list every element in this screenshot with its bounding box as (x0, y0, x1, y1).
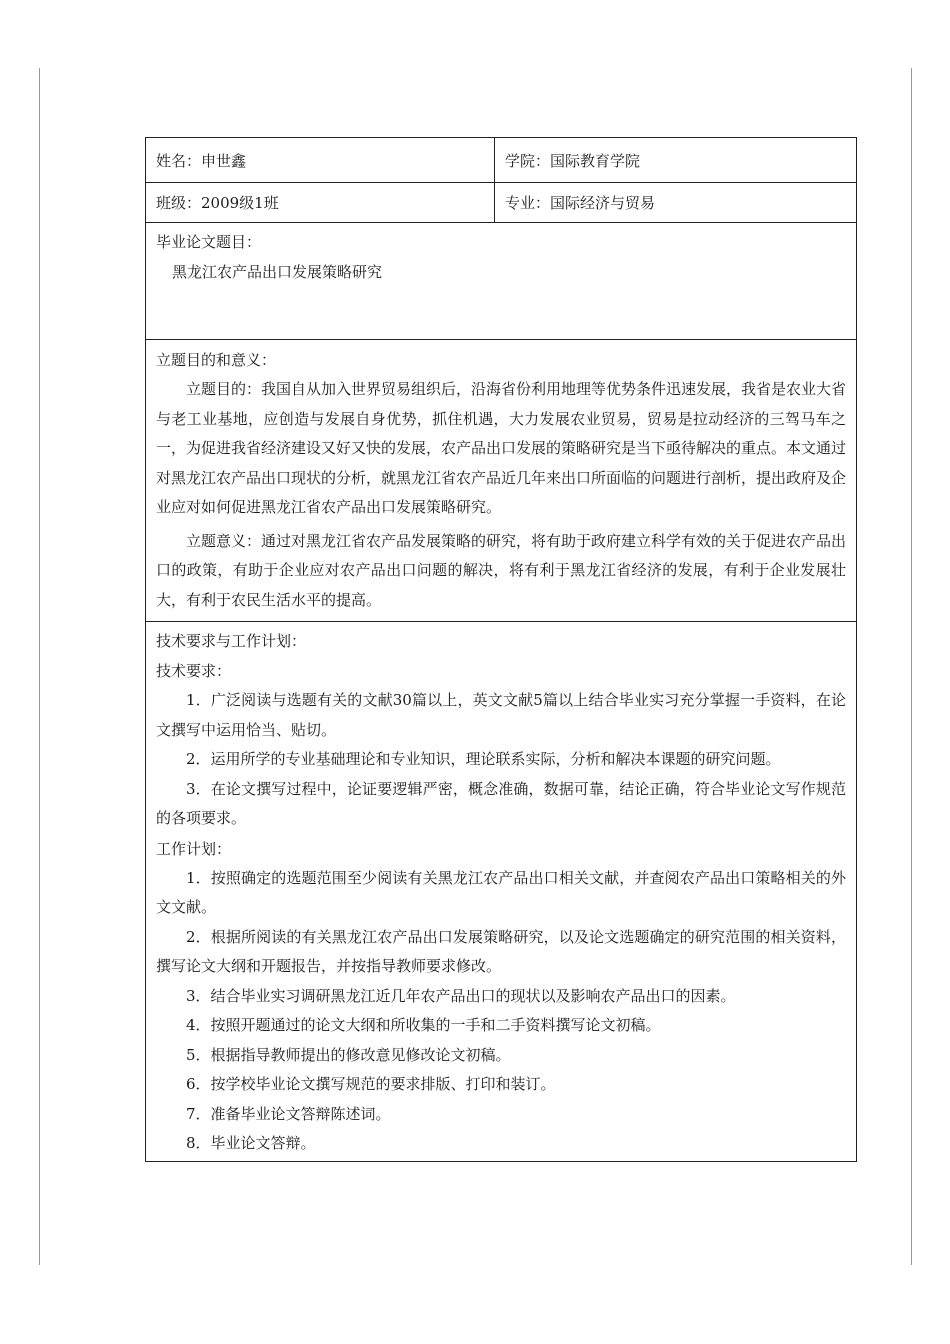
page-margin-line-left (39, 68, 40, 1265)
tech-requirement-item: 3．在论文撰写过程中，论证要逻辑严密，概念准确，数据可靠，结论正确，符合毕业论文写作规范的各项要求。 (156, 779, 846, 827)
thesis-title-cell (146, 223, 857, 340)
work-plan-item: 1．按照确定的选题范围至少阅读有关黑龙江农产品出口相关文献，并查阅农产品出口策略相关的外文文献。 (156, 868, 846, 916)
plan-label: 技术要求与工作计划： (156, 632, 307, 650)
class-cell (146, 183, 495, 223)
form-row-thesis-title (146, 223, 857, 340)
purpose-cell (146, 340, 857, 622)
thesis-title: 黑龙江农产品出口发展策略研究 (172, 263, 383, 281)
major-cell (495, 183, 857, 223)
major-name: 专业：国际经济与贸易 (505, 194, 656, 212)
form-row-plan (146, 622, 857, 1162)
tech-requirement-item: 1．广泛阅读与选题有关的文献30篇以上，英文文献5篇以上结合毕业实习充分掌握一手资料，在论文撰写中运用恰当、贴切。 (156, 691, 846, 739)
work-plan-label: 工作计划： (156, 839, 232, 858)
work-plan-item: 8．毕业论文答辩。 (186, 1134, 316, 1152)
purpose-label: 立题目的和意义： (156, 351, 277, 369)
tech-requirement-item: 2．运用所学的专业基础理论和专业知识，理论联系实际，分析和解决本课题的研究问题。 (186, 750, 781, 768)
purpose-goal-paragraph: 立题目的：我国自从加入世界贸易组织后，沿海省份利用地理等优势条件迅速发展，我省是农业大省与老工业基地，应创造与发展自身优势，抓住机遇，大力发展农业贸易，贸易是拉动经济的三驾马车之一，为促进我省经济建设又好又快的发展，农产品出口发展的策略研究是当下亟待解决的重点。本文通过对黑龙江农产品出口现状的分析，就黑龙江省农产品近几年来出口所面临的问题进行剖析，提出政府及企业应对如何促进黑龙江省农产品出口发展策略研究。 (156, 380, 847, 516)
plan-cell (146, 622, 857, 1162)
work-plan-item: 6．按学校毕业论文撰写规范的要求排版、打印和装订。 (186, 1075, 556, 1093)
form-row-class-major (146, 183, 857, 223)
thesis-proposal-form (145, 137, 857, 1162)
work-plan-item: 2．根据所阅读的有关黑龙江农产品出口发展策略研究，以及论文选题确定的研究范围的相关资料，撰写论文大纲和开题报告，并按指导教师要求修改。 (156, 927, 846, 975)
college-cell (495, 138, 857, 183)
work-plan-item: 5．根据指导教师提出的修改意见修改论文初稿。 (186, 1045, 511, 1064)
thesis-title-label: 毕业论文题目： (156, 233, 262, 251)
student-name: 姓名：申世鑫 (156, 151, 247, 170)
tech-requirements-label: 技术要求： (156, 662, 232, 680)
student-name-cell (146, 138, 495, 183)
work-plan-item: 4．按照开题通过的论文大纲和所收集的一手和二手资料撰写论文初稿。 (186, 1016, 661, 1034)
form-row-name-college (146, 138, 857, 183)
page-margin-line-right (911, 68, 912, 1265)
work-plan-item: 3．结合毕业实习调研黑龙江近几年农产品出口的现状以及影响农产品出口的因素。 (186, 986, 736, 1005)
college-name: 学院：国际教育学院 (505, 151, 641, 170)
purpose-meaning-paragraph: 立题意义：通过对黑龙江省农产品发展策略的研究，将有助于政府建立科学有效的关于促进农产品出口的政策，有助于企业应对农产品出口问题的解决，将有利于黑龙江省经济的发展，有利于企业发展壮大，有利于农民生活水平的提高。 (156, 531, 847, 609)
class-name: 班级：2009级1班 (156, 194, 279, 212)
form-row-purpose (146, 340, 857, 622)
work-plan-item: 7．准备毕业论文答辩陈述词。 (186, 1104, 391, 1123)
